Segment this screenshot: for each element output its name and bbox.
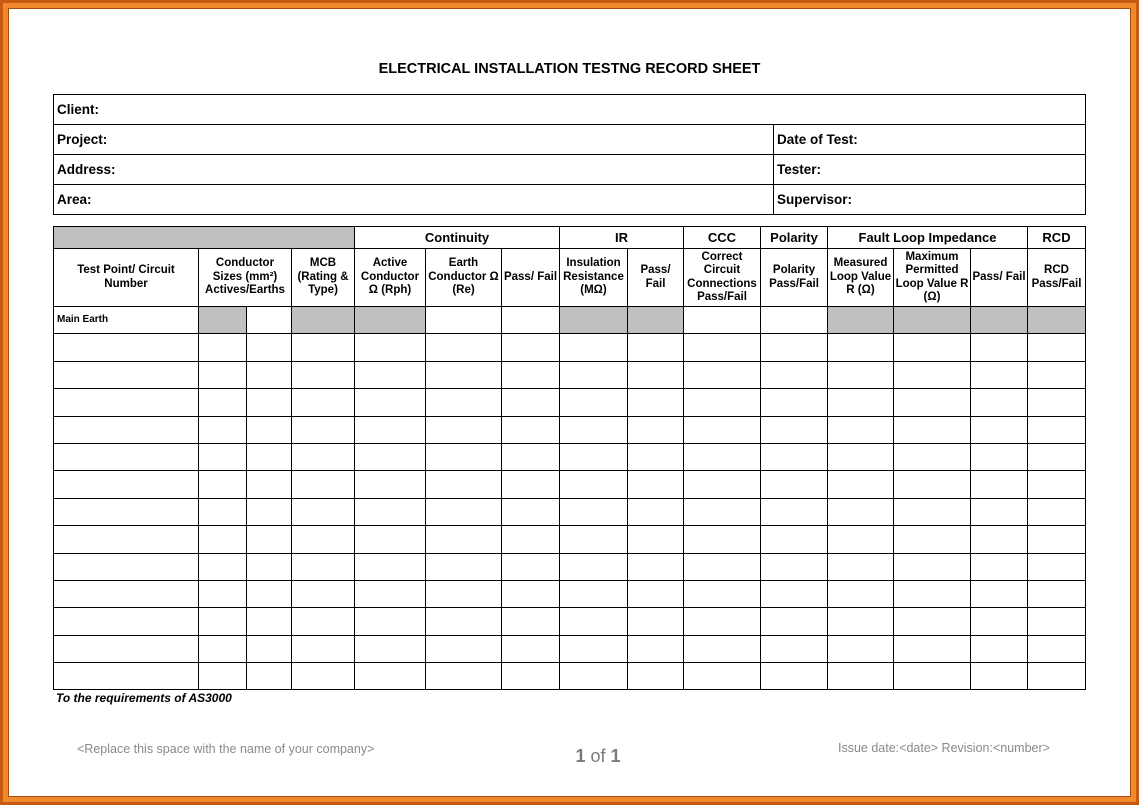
table-cell[interactable] [199, 416, 247, 443]
table-cell[interactable] [761, 471, 828, 498]
table-cell[interactable] [894, 361, 971, 388]
client-field[interactable]: Client: [54, 95, 1086, 125]
table-cell[interactable] [628, 389, 684, 416]
table-cell[interactable] [628, 580, 684, 607]
table-cell[interactable] [828, 553, 894, 580]
table-cell[interactable] [1028, 526, 1086, 553]
table-row [54, 526, 1086, 553]
table-cell[interactable] [502, 580, 560, 607]
test-record-table [53, 226, 1086, 690]
table-cell[interactable] [628, 416, 684, 443]
table-cell[interactable] [761, 334, 828, 361]
table-cell[interactable] [761, 389, 828, 416]
table-cell[interactable] [247, 635, 292, 662]
table-cell[interactable] [828, 498, 894, 525]
table-cell[interactable] [54, 498, 199, 525]
table-cell[interactable] [628, 663, 684, 690]
table-cell[interactable] [54, 443, 199, 470]
table-cell[interactable] [971, 498, 1028, 525]
table-cell[interactable] [894, 334, 971, 361]
table-row [54, 608, 1086, 635]
requirements-note: To the requirements of AS3000 [56, 691, 232, 705]
table-cell[interactable] [971, 361, 1028, 388]
table-cell [828, 307, 894, 334]
table-cell[interactable] [971, 526, 1028, 553]
table-cell[interactable] [292, 608, 355, 635]
table-cell[interactable] [355, 334, 426, 361]
project-field[interactable]: Project: [54, 125, 774, 155]
table-cell[interactable] [247, 334, 292, 361]
table-cell[interactable] [54, 580, 199, 607]
table-cell[interactable] [355, 526, 426, 553]
table-cell [355, 307, 426, 334]
info-row-area [54, 185, 1086, 215]
table-cell[interactable] [355, 471, 426, 498]
table-cell[interactable] [761, 416, 828, 443]
table-row [54, 471, 1086, 498]
table-cell[interactable] [761, 608, 828, 635]
supervisor-field[interactable]: Supervisor: [774, 185, 1086, 215]
col-conductor-sizes: Conductor Sizes (mm²) Actives/Earths [199, 249, 292, 307]
table-cell[interactable] [628, 498, 684, 525]
table-cell[interactable] [828, 580, 894, 607]
col-continuity-pass-fail: Pass/ Fail [502, 249, 560, 307]
table-cell[interactable] [502, 498, 560, 525]
table-cell[interactable] [560, 526, 628, 553]
table-row [54, 580, 1086, 607]
table-cell[interactable] [560, 608, 628, 635]
table-cell[interactable] [894, 553, 971, 580]
table-cell[interactable] [199, 498, 247, 525]
table-cell[interactable] [1028, 361, 1086, 388]
table-cell[interactable] [628, 553, 684, 580]
table-cell[interactable] [628, 443, 684, 470]
table-cell[interactable] [247, 307, 292, 334]
table-cell[interactable] [502, 526, 560, 553]
table-cell[interactable] [355, 580, 426, 607]
table-cell [628, 307, 684, 334]
table-cell[interactable] [894, 580, 971, 607]
col-insulation-resistance: Insulation Resistance (MΩ) [560, 249, 628, 307]
table-cell[interactable] [828, 443, 894, 470]
table-cell[interactable] [628, 608, 684, 635]
table-cell[interactable] [292, 471, 355, 498]
group-rcd: RCD [1028, 227, 1086, 249]
area-field[interactable]: Area: [54, 185, 774, 215]
table-cell[interactable] [894, 526, 971, 553]
table-cell[interactable] [247, 608, 292, 635]
table-cell[interactable] [502, 635, 560, 662]
table-cell[interactable] [1028, 608, 1086, 635]
table-cell[interactable] [247, 526, 292, 553]
table-cell[interactable] [54, 663, 199, 690]
table-cell[interactable] [247, 443, 292, 470]
table-cell[interactable] [971, 334, 1028, 361]
table-cell[interactable] [1028, 471, 1086, 498]
col-test-point: Test Point/ Circuit Number [54, 249, 199, 307]
table-cell[interactable] [761, 498, 828, 525]
table-cell[interactable] [761, 580, 828, 607]
table-row [54, 635, 1086, 662]
col-correct-circuit: Correct Circuit Connections Pass/Fail [684, 249, 761, 307]
table-cell[interactable] [684, 526, 761, 553]
table-cell[interactable] [426, 608, 502, 635]
table-cell[interactable] [426, 416, 502, 443]
table-cell [560, 307, 628, 334]
table-cell[interactable] [971, 443, 1028, 470]
table-cell [971, 307, 1028, 334]
table-cell[interactable] [426, 663, 502, 690]
table-cell[interactable] [828, 663, 894, 690]
group-header-row [54, 227, 1086, 249]
table-cell[interactable] [684, 580, 761, 607]
table-cell[interactable] [355, 498, 426, 525]
table-cell[interactable] [894, 443, 971, 470]
table-cell[interactable] [828, 389, 894, 416]
table-cell[interactable] [355, 635, 426, 662]
table-cell[interactable] [560, 663, 628, 690]
table-cell[interactable] [684, 471, 761, 498]
table-cell[interactable] [560, 580, 628, 607]
info-row-project [54, 125, 1086, 155]
table-cell[interactable] [199, 635, 247, 662]
table-cell[interactable] [684, 498, 761, 525]
column-header-row [54, 249, 1086, 307]
table-cell[interactable] [828, 608, 894, 635]
page-total: 1 [610, 746, 621, 766]
table-cell[interactable] [199, 580, 247, 607]
table-cell[interactable] [292, 361, 355, 388]
col-rcd-pass-fail: RCD Pass/Fail [1028, 249, 1086, 307]
table-cell[interactable] [502, 389, 560, 416]
table-cell [1028, 307, 1086, 334]
table-cell[interactable] [199, 443, 247, 470]
table-cell[interactable] [54, 635, 199, 662]
table-cell[interactable] [971, 471, 1028, 498]
table-cell[interactable] [426, 498, 502, 525]
table-cell[interactable] [1028, 498, 1086, 525]
table-cell[interactable] [971, 416, 1028, 443]
table-cell[interactable] [828, 361, 894, 388]
table-cell[interactable] [54, 389, 199, 416]
table-cell [894, 307, 971, 334]
info-row-client [54, 95, 1086, 125]
table-cell[interactable] [199, 526, 247, 553]
table-cell[interactable] [502, 334, 560, 361]
table-cell[interactable] [761, 443, 828, 470]
table-cell[interactable] [199, 471, 247, 498]
table-cell[interactable] [761, 635, 828, 662]
table-row [54, 498, 1086, 525]
table-cell[interactable] [971, 663, 1028, 690]
group-fault-loop: Fault Loop Impedance [828, 227, 1028, 249]
table-cell[interactable] [54, 416, 199, 443]
table-cell[interactable] [971, 635, 1028, 662]
table-cell[interactable] [247, 498, 292, 525]
table-cell[interactable] [355, 663, 426, 690]
table-cell[interactable] [628, 635, 684, 662]
table-cell[interactable] [292, 389, 355, 416]
col-active-conductor: Active Conductor Ω (Rph) [355, 249, 426, 307]
table-cell[interactable] [502, 443, 560, 470]
table-cell[interactable] [502, 663, 560, 690]
table-cell[interactable] [199, 334, 247, 361]
table-cell[interactable] [684, 334, 761, 361]
table-cell[interactable] [502, 608, 560, 635]
table-cell[interactable] [560, 498, 628, 525]
table-cell[interactable] [426, 334, 502, 361]
col-ir-pass-fail: Pass/ Fail [628, 249, 684, 307]
table-cell [199, 307, 247, 334]
table-cell[interactable] [292, 498, 355, 525]
table-cell[interactable] [894, 471, 971, 498]
table-cell[interactable] [247, 580, 292, 607]
table-cell[interactable] [54, 608, 199, 635]
table-cell[interactable] [828, 334, 894, 361]
info-row-address [54, 155, 1086, 185]
table-cell[interactable] [560, 471, 628, 498]
table-cell[interactable] [426, 635, 502, 662]
table-cell[interactable] [684, 361, 761, 388]
table-cell[interactable] [426, 307, 502, 334]
table-cell[interactable] [560, 416, 628, 443]
table-cell[interactable] [502, 307, 560, 334]
table-cell[interactable] [426, 526, 502, 553]
table-cell[interactable] [628, 526, 684, 553]
table-row [54, 416, 1086, 443]
table-cell[interactable] [1028, 635, 1086, 662]
table-cell[interactable] [894, 389, 971, 416]
table-cell[interactable] [684, 389, 761, 416]
table-cell[interactable] [247, 416, 292, 443]
group-polarity: Polarity [761, 227, 828, 249]
col-mcb: MCB (Rating & Type) [292, 249, 355, 307]
date-of-test-field[interactable]: Date of Test: [774, 125, 1086, 155]
table-cell[interactable] [502, 361, 560, 388]
table-cell[interactable] [560, 443, 628, 470]
table-cell[interactable] [355, 608, 426, 635]
table-cell[interactable] [761, 526, 828, 553]
table-cell[interactable] [894, 608, 971, 635]
group-ir: IR [560, 227, 684, 249]
table-cell[interactable] [761, 307, 828, 334]
col-earth-conductor: Earth Conductor Ω (Re) [426, 249, 502, 307]
table-row [54, 361, 1086, 388]
table-row [54, 663, 1086, 690]
company-placeholder: <Replace this space with the name of your company> [77, 742, 375, 756]
table-cell[interactable] [199, 608, 247, 635]
page-title: ELECTRICAL INSTALLATION TESTNG RECORD SHEET [378, 61, 761, 77]
table-cell[interactable] [761, 553, 828, 580]
table-cell[interactable] [828, 416, 894, 443]
table-cell[interactable] [502, 416, 560, 443]
group-continuity: Continuity [355, 227, 560, 249]
table-cell[interactable] [971, 608, 1028, 635]
table-cell[interactable] [1028, 663, 1086, 690]
table-cell[interactable] [355, 361, 426, 388]
table-cell[interactable] [560, 389, 628, 416]
blank-rows [54, 334, 1086, 690]
table-cell[interactable] [560, 361, 628, 388]
table-cell[interactable] [761, 361, 828, 388]
tester-field[interactable]: Tester: [774, 155, 1086, 185]
main-earth-row [54, 307, 1086, 334]
table-cell[interactable] [54, 526, 199, 553]
table-row [54, 334, 1086, 361]
table-cell[interactable] [54, 553, 199, 580]
table-cell[interactable] [684, 553, 761, 580]
info-table [53, 94, 1086, 215]
table-cell[interactable] [1028, 553, 1086, 580]
issue-revision: Issue date:<date> Revision:<number> [838, 741, 1050, 755]
table-cell[interactable] [1028, 580, 1086, 607]
col-polarity-pass-fail: Polarity Pass/Fail [761, 249, 828, 307]
table-cell[interactable] [292, 526, 355, 553]
table-cell[interactable] [54, 471, 199, 498]
table-cell[interactable] [199, 553, 247, 580]
table-cell[interactable] [426, 389, 502, 416]
table-cell[interactable] [894, 498, 971, 525]
table-cell[interactable] [199, 663, 247, 690]
table-cell[interactable] [355, 389, 426, 416]
table-cell[interactable] [628, 334, 684, 361]
table-cell[interactable] [894, 663, 971, 690]
table-cell[interactable] [292, 635, 355, 662]
table-cell[interactable] [426, 553, 502, 580]
table-cell[interactable] [684, 608, 761, 635]
table-cell[interactable] [426, 361, 502, 388]
table-cell[interactable] [828, 635, 894, 662]
table-cell[interactable] [560, 334, 628, 361]
table-cell[interactable] [54, 334, 199, 361]
table-cell[interactable] [426, 580, 502, 607]
table-cell[interactable] [628, 361, 684, 388]
table-cell[interactable] [628, 471, 684, 498]
table-cell[interactable] [502, 553, 560, 580]
table-cell[interactable] [426, 443, 502, 470]
table-cell[interactable] [894, 416, 971, 443]
table-cell[interactable] [199, 361, 247, 388]
address-field[interactable]: Address: [54, 155, 774, 185]
table-cell[interactable] [292, 663, 355, 690]
table-cell[interactable] [560, 635, 628, 662]
page-current: 1 [575, 746, 586, 766]
table-cell[interactable] [1028, 334, 1086, 361]
table-row [54, 443, 1086, 470]
table-cell[interactable] [247, 389, 292, 416]
group-header-blank [54, 227, 355, 249]
main-earth-label: Main Earth [54, 307, 199, 334]
table-cell[interactable] [828, 526, 894, 553]
table-cell[interactable] [247, 361, 292, 388]
col-max-loop: Maximum Permitted Loop Value R (Ω) [894, 249, 971, 307]
table-cell[interactable] [355, 553, 426, 580]
table-cell[interactable] [971, 580, 1028, 607]
table-cell[interactable] [355, 443, 426, 470]
table-cell[interactable] [971, 389, 1028, 416]
table-cell[interactable] [894, 635, 971, 662]
table-row [54, 553, 1086, 580]
table-cell[interactable] [1028, 443, 1086, 470]
table-cell [292, 307, 355, 334]
table-cell[interactable] [54, 361, 199, 388]
table-cell[interactable] [426, 471, 502, 498]
table-cell[interactable] [684, 307, 761, 334]
table-cell[interactable] [684, 416, 761, 443]
table-cell[interactable] [292, 334, 355, 361]
table-cell[interactable] [502, 471, 560, 498]
table-cell[interactable] [247, 553, 292, 580]
table-row [54, 389, 1086, 416]
table-cell[interactable] [247, 471, 292, 498]
table-cell[interactable] [684, 443, 761, 470]
table-cell[interactable] [1028, 389, 1086, 416]
table-cell[interactable] [292, 416, 355, 443]
table-cell[interactable] [292, 580, 355, 607]
table-cell[interactable] [828, 471, 894, 498]
page-of: of [590, 746, 606, 766]
table-cell[interactable] [971, 553, 1028, 580]
group-ccc: CCC [684, 227, 761, 249]
col-fault-pass-fail: Pass/ Fail [971, 249, 1028, 307]
table-cell[interactable] [292, 553, 355, 580]
table-cell[interactable] [560, 553, 628, 580]
table-cell[interactable] [1028, 416, 1086, 443]
table-cell[interactable] [684, 635, 761, 662]
table-cell[interactable] [247, 663, 292, 690]
table-cell[interactable] [292, 443, 355, 470]
table-cell[interactable] [684, 663, 761, 690]
table-cell[interactable] [761, 663, 828, 690]
col-measured-loop: Measured Loop Value R (Ω) [828, 249, 894, 307]
table-cell[interactable] [199, 389, 247, 416]
table-cell[interactable] [355, 416, 426, 443]
